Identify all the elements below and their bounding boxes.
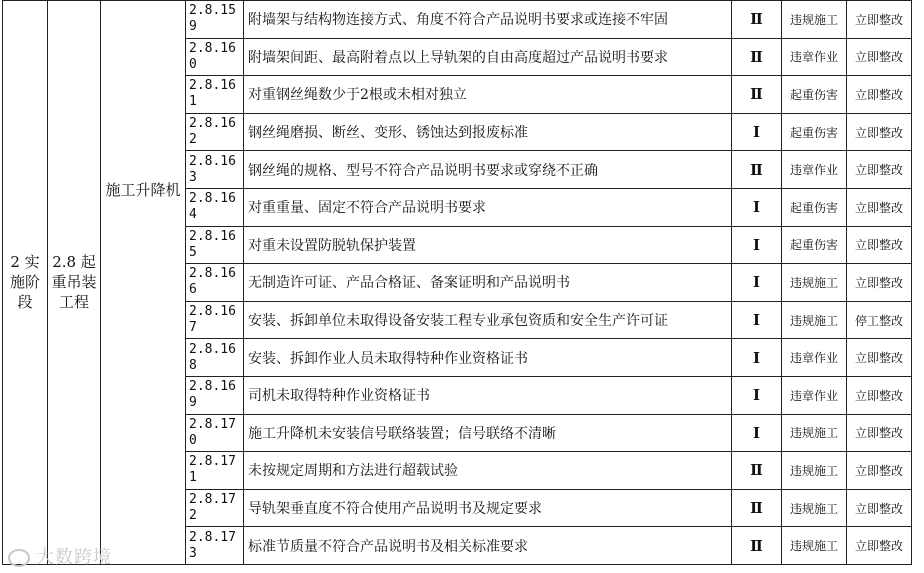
hazard-category: 违规施工 [782,414,847,452]
item-description: 未按规定周期和方法进行超载试验 [244,452,732,490]
item-description: 导轨架垂直度不符合使用产品说明书及规定要求 [244,489,732,527]
item-code: 2.8.168 [186,339,244,377]
item-description: 对重重量、固定不符合产品说明书要求 [244,188,732,226]
hazard-level: Ⅱ [732,76,782,114]
hazard-table [2,0,912,565]
hazard-level: Ⅱ [732,489,782,527]
hazard-level: Ⅱ [732,1,782,39]
item-description: 无制造许可证、产品合格证、备案证明和产品说明书 [244,264,732,302]
rectification-action: 立即整改 [847,1,912,39]
hazard-category: 违章作业 [782,376,847,414]
hazard-level: Ⅰ [732,113,782,151]
item-description: 安装、拆卸作业人员未取得特种作业资格证书 [244,339,732,377]
watermark [8,543,112,569]
rectification-action: 立即整改 [847,527,912,565]
item-code: 2.8.167 [186,301,244,339]
rectification-action: 立即整改 [847,76,912,114]
hazard-level: Ⅱ [732,151,782,189]
hazard-category: 违规施工 [782,452,847,490]
item-code: 2.8.171 [186,452,244,490]
hazard-category: 起重伤害 [782,113,847,151]
hazard-level: Ⅰ [732,414,782,452]
item-code: 2.8.163 [186,151,244,189]
rectification-action: 立即整改 [847,376,912,414]
item-code: 2.8.160 [186,38,244,76]
item-code: 2.8.161 [186,76,244,114]
item-description: 附墙架间距、最高附着点以上导轨架的自由高度超过产品说明书要求 [244,38,732,76]
item-description: 标准节质量不符合产品说明书及相关标准要求 [244,527,732,565]
hazard-level: Ⅱ [732,452,782,490]
item-description: 附墙架与结构物连接方式、角度不符合产品说明书要求或连接不牢固 [244,1,732,39]
hazard-level: Ⅰ [732,226,782,264]
item-description: 施工升降机未安装信号联络装置；信号联络不清晰 [244,414,732,452]
item-code: 2.8.169 [186,376,244,414]
item-code: 2.8.170 [186,414,244,452]
rectification-action: 立即整改 [847,414,912,452]
item-code: 2.8.166 [186,264,244,302]
watermark-text: 大数跨境 [36,547,112,568]
stage-cell: 2 实施阶段 [3,1,48,565]
rectification-action: 立即整改 [847,264,912,302]
item-description: 钢丝绳的规格、型号不符合产品说明书要求或穿绕不正确 [244,151,732,189]
hazard-category: 起重伤害 [782,226,847,264]
item-code: 2.8.159 [186,1,244,39]
hazard-level: Ⅰ [732,264,782,302]
hazard-category: 违章作业 [782,151,847,189]
rectification-action: 立即整改 [847,226,912,264]
hazard-category: 违章作业 [782,339,847,377]
hazard-category: 违规施工 [782,489,847,527]
item-description: 钢丝绳磨损、断丝、变形、锈蚀达到报废标准 [244,113,732,151]
item-description: 安装、拆卸单位未取得设备安装工程专业承包资质和安全生产许可证 [244,301,732,339]
rectification-action: 立即整改 [847,113,912,151]
table-row [3,1,912,39]
hazard-category: 违规施工 [782,264,847,302]
rectification-action: 立即整改 [847,489,912,527]
rectification-action: 停工整改 [847,301,912,339]
item-code: 2.8.162 [186,113,244,151]
item-code: 2.8.173 [186,527,244,565]
equipment-cell: 施工升降机 [101,1,186,565]
hazard-level: Ⅰ [732,301,782,339]
hazard-category: 违规施工 [782,301,847,339]
watermark-logo-icon [8,549,30,567]
hazard-level: Ⅰ [732,188,782,226]
item-code: 2.8.172 [186,489,244,527]
hazard-level: Ⅰ [732,339,782,377]
hazard-level: Ⅱ [732,527,782,565]
substage-cell: 2.8 起重吊装工程 [48,1,101,565]
item-description: 对重未设置防脱轨保护装置 [244,226,732,264]
hazard-category: 违规施工 [782,1,847,39]
rectification-action: 立即整改 [847,339,912,377]
hazard-level: Ⅰ [732,376,782,414]
rectification-action: 立即整改 [847,38,912,76]
hazard-level: Ⅱ [732,38,782,76]
rectification-action: 立即整改 [847,151,912,189]
hazard-category: 起重伤害 [782,188,847,226]
rectification-action: 立即整改 [847,452,912,490]
rectification-action: 立即整改 [847,188,912,226]
item-description: 对重钢丝绳数少于2根或未相对独立 [244,76,732,114]
hazard-category: 起重伤害 [782,76,847,114]
hazard-category: 违章作业 [782,38,847,76]
item-code: 2.8.165 [186,226,244,264]
item-code: 2.8.164 [186,188,244,226]
hazard-category: 违规施工 [782,527,847,565]
item-description: 司机未取得特种作业资格证书 [244,376,732,414]
